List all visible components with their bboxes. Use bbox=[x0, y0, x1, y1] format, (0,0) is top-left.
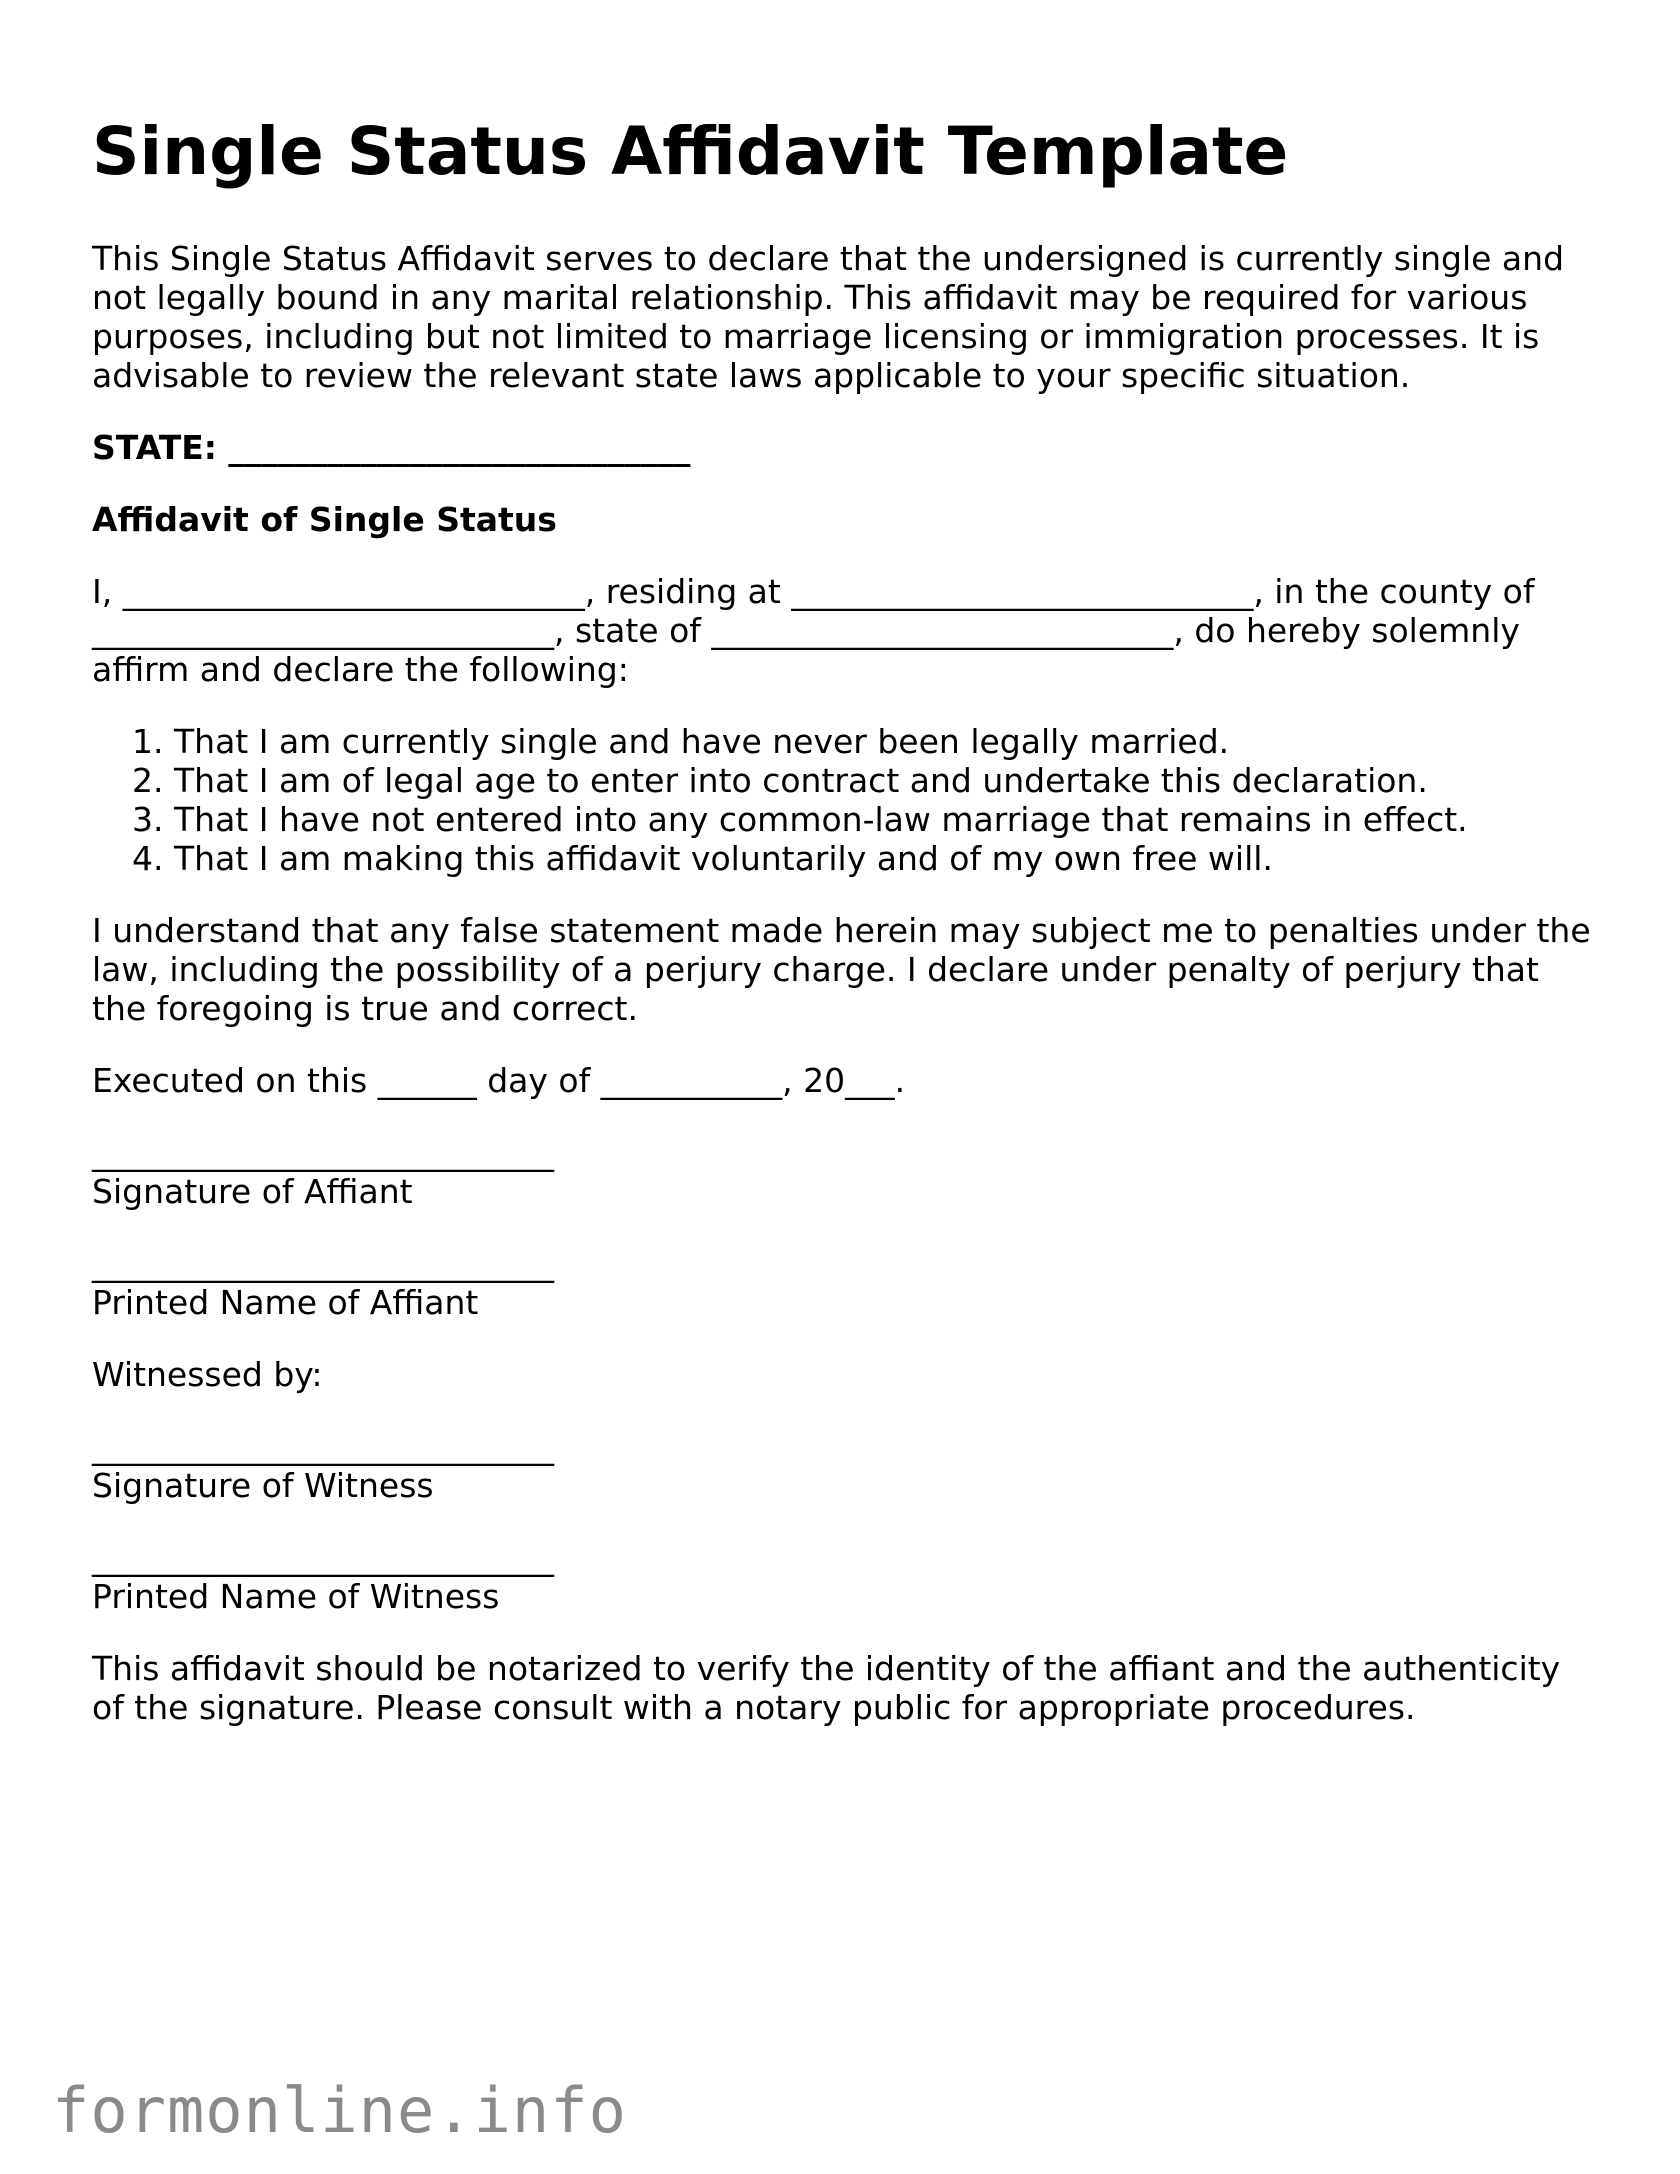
affiant-printed-name-block bbox=[92, 1244, 1602, 1322]
witnessed-by-label: Witnessed by: bbox=[92, 1355, 323, 1395]
statements-list bbox=[92, 722, 1602, 878]
statement-item: 3. That I have not entered into any common-law marriage that remains in effect. bbox=[174, 800, 1602, 839]
document-page bbox=[92, 112, 1602, 1760]
signature-witness-label: Signature of Witness bbox=[92, 1466, 434, 1506]
witness-signature-block bbox=[92, 1427, 1602, 1505]
notary-note: This affidavit should be notarized to verify the identity of the affiant and the authenticity of the signature. Please consult with a notary public for appropriate procedures. bbox=[92, 1649, 1561, 1728]
witness-printed-name-block bbox=[92, 1538, 1602, 1616]
signature-line: ____________________________ bbox=[92, 1538, 554, 1578]
signature-line: ____________________________ bbox=[92, 1133, 554, 1173]
penalty-paragraph: I understand that any false statement made herein may subject me to penalties under the law, including the possibility of a perjury charge. I declare under penalty of perjury that the foregoing is true and correct. bbox=[92, 911, 1591, 1029]
printed-affiant-label: Printed Name of Affiant bbox=[92, 1283, 479, 1323]
statement-item: 2. That I am of legal age to enter into contract and undertake this declaration. bbox=[174, 761, 1602, 800]
document-title: Single Status Affidavit Template bbox=[92, 113, 1289, 190]
executed-line: Executed on this ______ day of ___________, 20___. bbox=[92, 1061, 906, 1101]
watermark-text: formonline.info bbox=[52, 2074, 627, 2147]
statement-item: 1. That I am currently single and have never been legally married. bbox=[174, 722, 1602, 761]
section-heading: Affidavit of Single Status bbox=[92, 500, 557, 540]
declaration-paragraph: I, ____________________________, residing at ____________________________, in the county of ____________________________, state of ____________________________, do hereby solemnly affirm and declare the following: bbox=[92, 572, 1535, 690]
signature-line: ____________________________ bbox=[92, 1244, 554, 1284]
statement-item: 4. That I am making this affidavit voluntarily and of my own free will. bbox=[174, 839, 1602, 878]
intro-paragraph: This Single Status Affidavit serves to declare that the undersigned is currently single and not legally bound in any marital relationship. This affidavit may be required for various purposes, including but not limited to marriage licensing or immigration processes. It is advisable to review the relevant state laws applicable to your specific situation. bbox=[92, 239, 1565, 396]
state-field: STATE: ____________________________ bbox=[92, 428, 691, 468]
signature-affiant-label: Signature of Affiant bbox=[92, 1172, 413, 1212]
affiant-signature-block bbox=[92, 1133, 1602, 1211]
printed-witness-label: Printed Name of Witness bbox=[92, 1577, 500, 1617]
signature-line: ____________________________ bbox=[92, 1427, 554, 1467]
